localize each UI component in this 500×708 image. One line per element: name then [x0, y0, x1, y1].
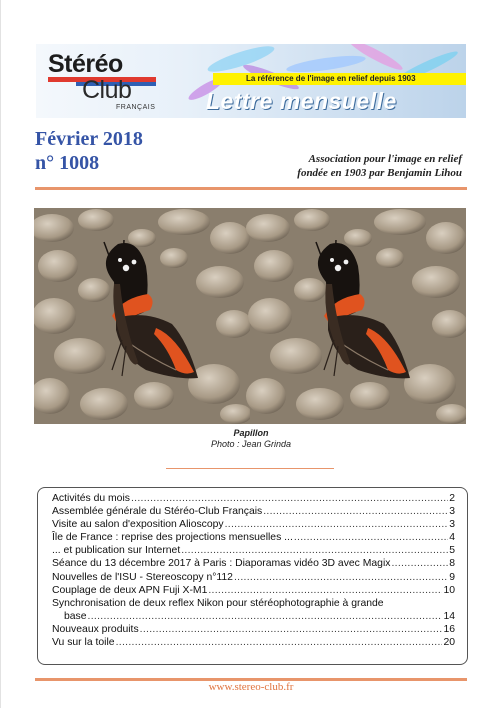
- right-view: [246, 208, 466, 424]
- toc-leader-dots: [131, 492, 448, 505]
- toc-leader-dots: [88, 610, 443, 623]
- photo-illustration: [34, 208, 466, 424]
- toc-entry-title-line-2: base: [64, 610, 87, 622]
- toc-entry-title: Île de France : reprise des projections mensuelles ...: [52, 532, 293, 544]
- association-line-1: Association pour l'image en relief: [308, 153, 462, 165]
- toc-entry-page: 2: [449, 493, 455, 504]
- toc-entry-page: 5: [449, 545, 455, 557]
- logo-word-club: Club: [82, 76, 132, 104]
- toc-entry-title: Activités du mois: [52, 493, 130, 504]
- toc-entry-page: 8: [449, 558, 455, 570]
- toc-leader-dots: [294, 531, 448, 544]
- toc-entry-page: 4: [449, 532, 455, 544]
- toc-entry[interactable]: [52, 505, 455, 518]
- logo-word-stereo: Stéréo: [48, 50, 123, 78]
- left-view: [34, 208, 252, 424]
- toc-entry-title: Visite au salon d'exposition Alioscopy: [52, 519, 224, 531]
- toc-entry[interactable]: [52, 544, 455, 557]
- toc-entry-title: Assemblée générale du Stéréo-Club Français: [52, 506, 263, 518]
- toc-leader-dots: [225, 518, 449, 531]
- photo-caption-title: Papillon: [233, 428, 269, 438]
- toc-entry[interactable]: [52, 531, 455, 544]
- logo-word-francais: FRANÇAIS: [116, 104, 156, 111]
- toc-entry[interactable]: [52, 492, 455, 505]
- toc-leader-dots: [391, 557, 448, 570]
- toc-leader-dots: [181, 544, 448, 557]
- toc-entry[interactable]: [52, 636, 455, 649]
- toc-entry[interactable]: [52, 584, 455, 597]
- toc-entry[interactable]: [52, 571, 455, 584]
- toc-entry-title-line-1: Synchronisation de deux reflex Nikon pour stéréophotographie à grande: [52, 597, 384, 609]
- toc-entry-page: 9: [449, 571, 455, 583]
- toc-entry-title: Couplage de deux APN Fuji X-M1: [52, 584, 208, 596]
- toc-entry-page: 16: [443, 623, 455, 635]
- toc-entry[interactable]: [52, 623, 455, 636]
- toc-entry-page: 3: [449, 519, 455, 531]
- stereo-butterfly-photo: [34, 208, 466, 424]
- toc-entry-page: 14: [443, 610, 455, 622]
- website-link[interactable]: www.stereo-club.fr: [208, 681, 294, 693]
- association-line-2: fondée en 1903 par Benjamin Lihou: [297, 167, 462, 179]
- toc-entry-title: Nouvelles de l'ISU - Stereoscopy n°112: [52, 571, 233, 583]
- toc-leader-dots: [263, 505, 448, 518]
- issue-number: n° 1008: [35, 152, 100, 174]
- toc-entry-title: Vu sur la toile: [52, 637, 115, 649]
- toc-entry-title: Séance du 13 décembre 2017 à Paris : Diaporamas vidéo 3D avec Magix: [52, 558, 391, 570]
- toc-entry[interactable]: [52, 597, 455, 623]
- table-of-contents: [37, 487, 468, 665]
- newsletter-title: Lettre mensuelle: [206, 88, 397, 114]
- toc-entry-page: 10: [443, 584, 455, 596]
- toc-entry-page: 20: [443, 637, 455, 649]
- divider-rule-short: [166, 468, 334, 469]
- toc-entry-page: 3: [449, 506, 455, 518]
- toc-entry-title: Nouveaux produits: [52, 623, 139, 635]
- association-description: [252, 152, 462, 180]
- toc-entry[interactable]: [52, 518, 455, 531]
- toc-leader-dots: [116, 636, 443, 649]
- toc-leader-dots: [208, 584, 442, 597]
- toc-entry-title: ... et publication sur Internet: [52, 545, 181, 557]
- toc-entry[interactable]: [52, 557, 455, 570]
- tagline: La référence de l'image en relief depuis 1903: [246, 74, 416, 83]
- photo-caption-credit: Photo : Jean Grinda: [210, 439, 292, 449]
- toc-leader-dots: [140, 623, 443, 636]
- issue-month: Février 2018: [35, 128, 143, 150]
- divider-rule: [35, 187, 467, 190]
- toc-leader-dots: [234, 571, 448, 584]
